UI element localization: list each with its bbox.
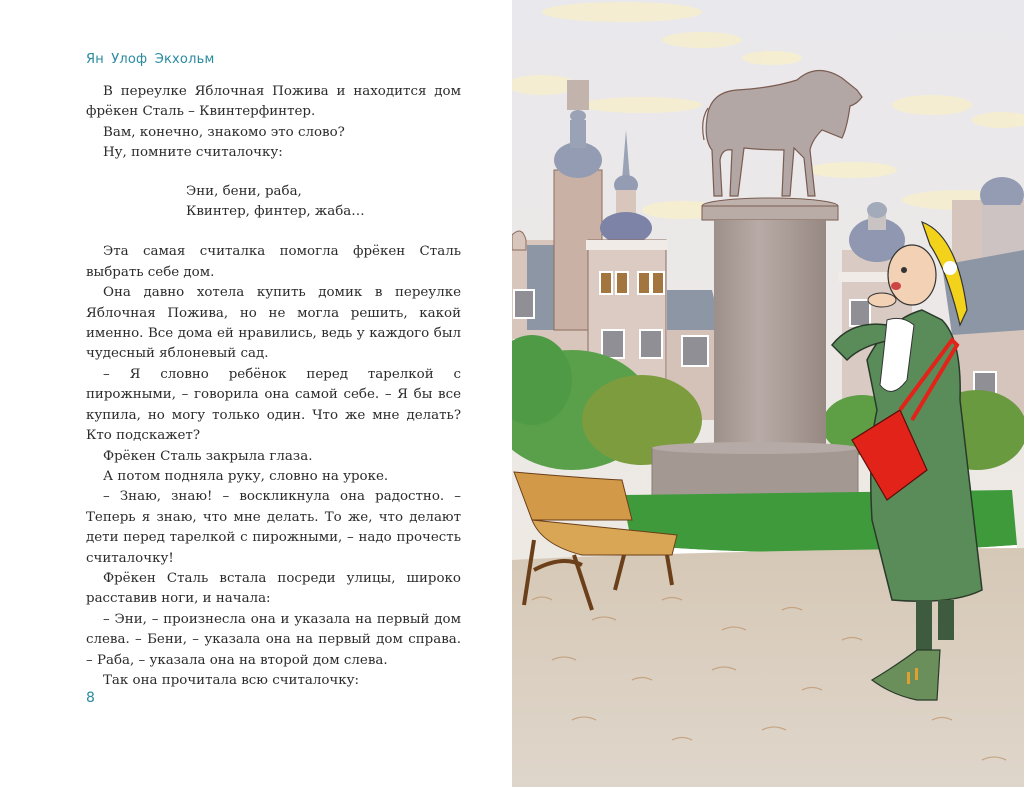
poem — [186, 182, 461, 223]
running-head-author: Ян Улоф Экхольм — [86, 52, 215, 67]
paragraph: Фрёкен Сталь закрыла глаза. — [103, 448, 313, 464]
paragraph: Она давно хотела купить домик в переулке Яблочная Пожива, но не могла решить, какой именно. Все дома ей нравились, ведь у каждого был чудесный яблоневый сад. — [86, 285, 461, 362]
paragraph: А потом подняла руку, словно на уроке. — [103, 468, 389, 484]
paragraph: – Знаю, знаю! – воскликнула она радостно. – Теперь я знаю, что мне делать. То же, что делают дети перед тарелкой с пирожными, – надо прочесть считалочку! — [86, 489, 461, 566]
paragraph: – Эни, – произнесла она и указала на первый дом слева. – Бени, – указала она на первый дом справа. – Раба, – указала она на второй дом слева. — [86, 611, 461, 668]
paragraph: Так она прочитала всю считалочку: — [103, 672, 360, 688]
body-text — [86, 82, 461, 691]
paragraph: Ну, помните считалочку: — [103, 145, 283, 161]
illustration — [512, 0, 1024, 787]
paragraph: Фрёкен Сталь встала посреди улицы, широко расставив ноги, и начала: — [86, 570, 461, 607]
page-number: 8 — [86, 690, 95, 706]
paragraph: В переулке Яблочная Пожива и находится дом фрёкен Сталь – Квинтерфинтер. — [86, 84, 461, 120]
paragraph: Эта самая считалка помогла фрёкен Сталь выбрать себе дом. — [86, 244, 461, 280]
paragraph: Вам, конечно, знакомо это слово? — [103, 124, 345, 140]
paragraph: – Я словно ребёнок перед тарелкой с пирожными, – говорила она самой себе. – Я бы все купила, но могу только один. Что же мне делать? Кто подскажет? — [86, 366, 461, 444]
poem-line: Квинтер, финтер, жаба… — [186, 204, 365, 220]
poem-line: Эни, бени, раба, — [186, 183, 302, 199]
